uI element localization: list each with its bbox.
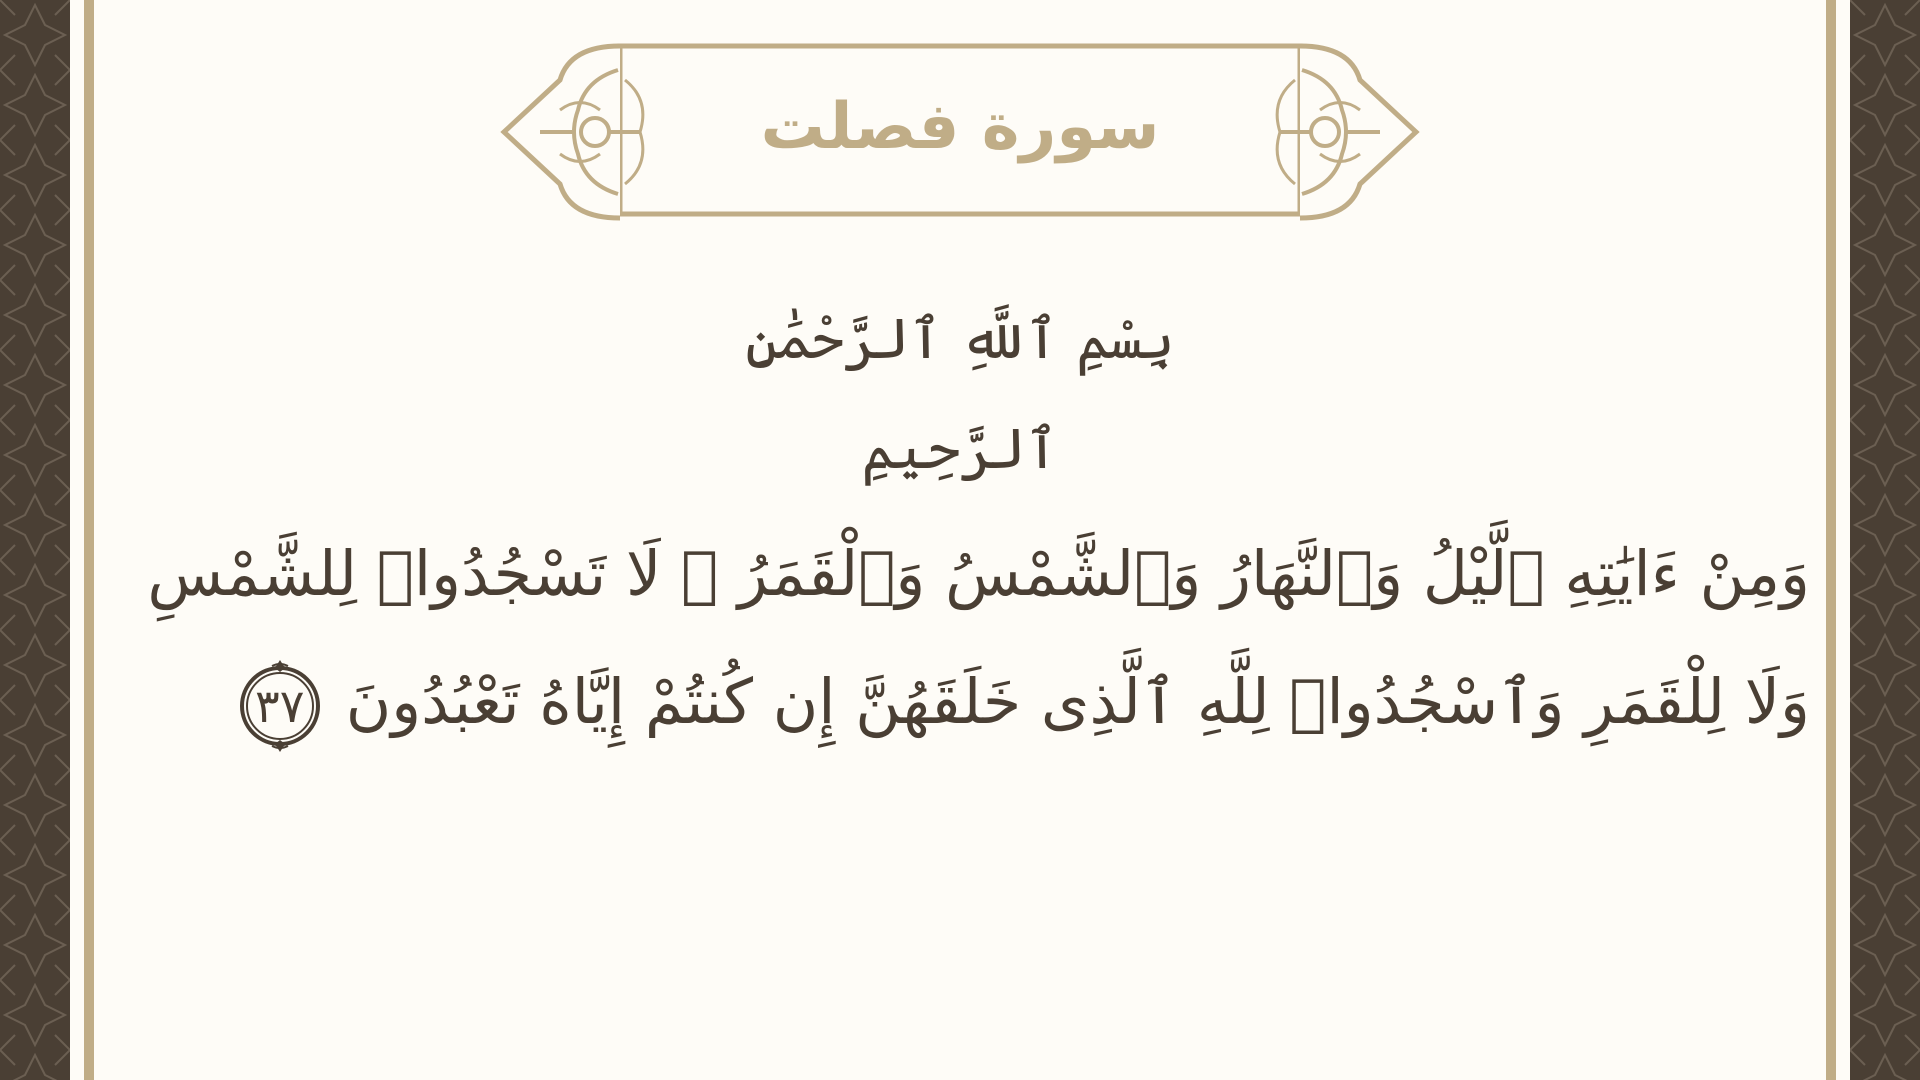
geometric-pattern-icon	[0, 0, 70, 1080]
left-pattern-border	[0, 0, 70, 1080]
verse-line-2	[254, 638, 1810, 766]
right-gold-rule	[1826, 0, 1836, 1080]
right-pattern-border	[1850, 0, 1920, 1080]
basmala: بِسْمِ ٱللَّهِ ٱلرَّحْمَٰنِ ٱلرَّحِيمِ	[745, 307, 1175, 482]
verse-line-1: وَمِنْ ءَايَٰتِهِ ٱلَّيْلُ وَٱلنَّهَارُ وَٱلشَّمْسُ وَٱلْقَمَرُ ۚ لَا تَسْجُدُوا۟ لِلشَّمْسِ	[147, 537, 1810, 610]
left-gold-rule	[84, 0, 94, 1080]
ayah-number: ٣٧	[254, 678, 305, 733]
geometric-pattern-icon	[1850, 0, 1920, 1080]
ayah-end-medallion-icon	[232, 658, 328, 754]
surah-title: سورة فصلت	[760, 90, 1160, 164]
verse-line-2-text: وَلَا لِلْقَمَرِ وَٱسْجُدُوا۟ لِلَّهِ ٱلَّذِى خَلَقَهُنَّ إِن كُنتُمْ إِيَّاهُ تَعْبُدُونَ	[345, 665, 1810, 738]
verse-text	[147, 510, 1810, 766]
surah-header	[500, 40, 1420, 230]
